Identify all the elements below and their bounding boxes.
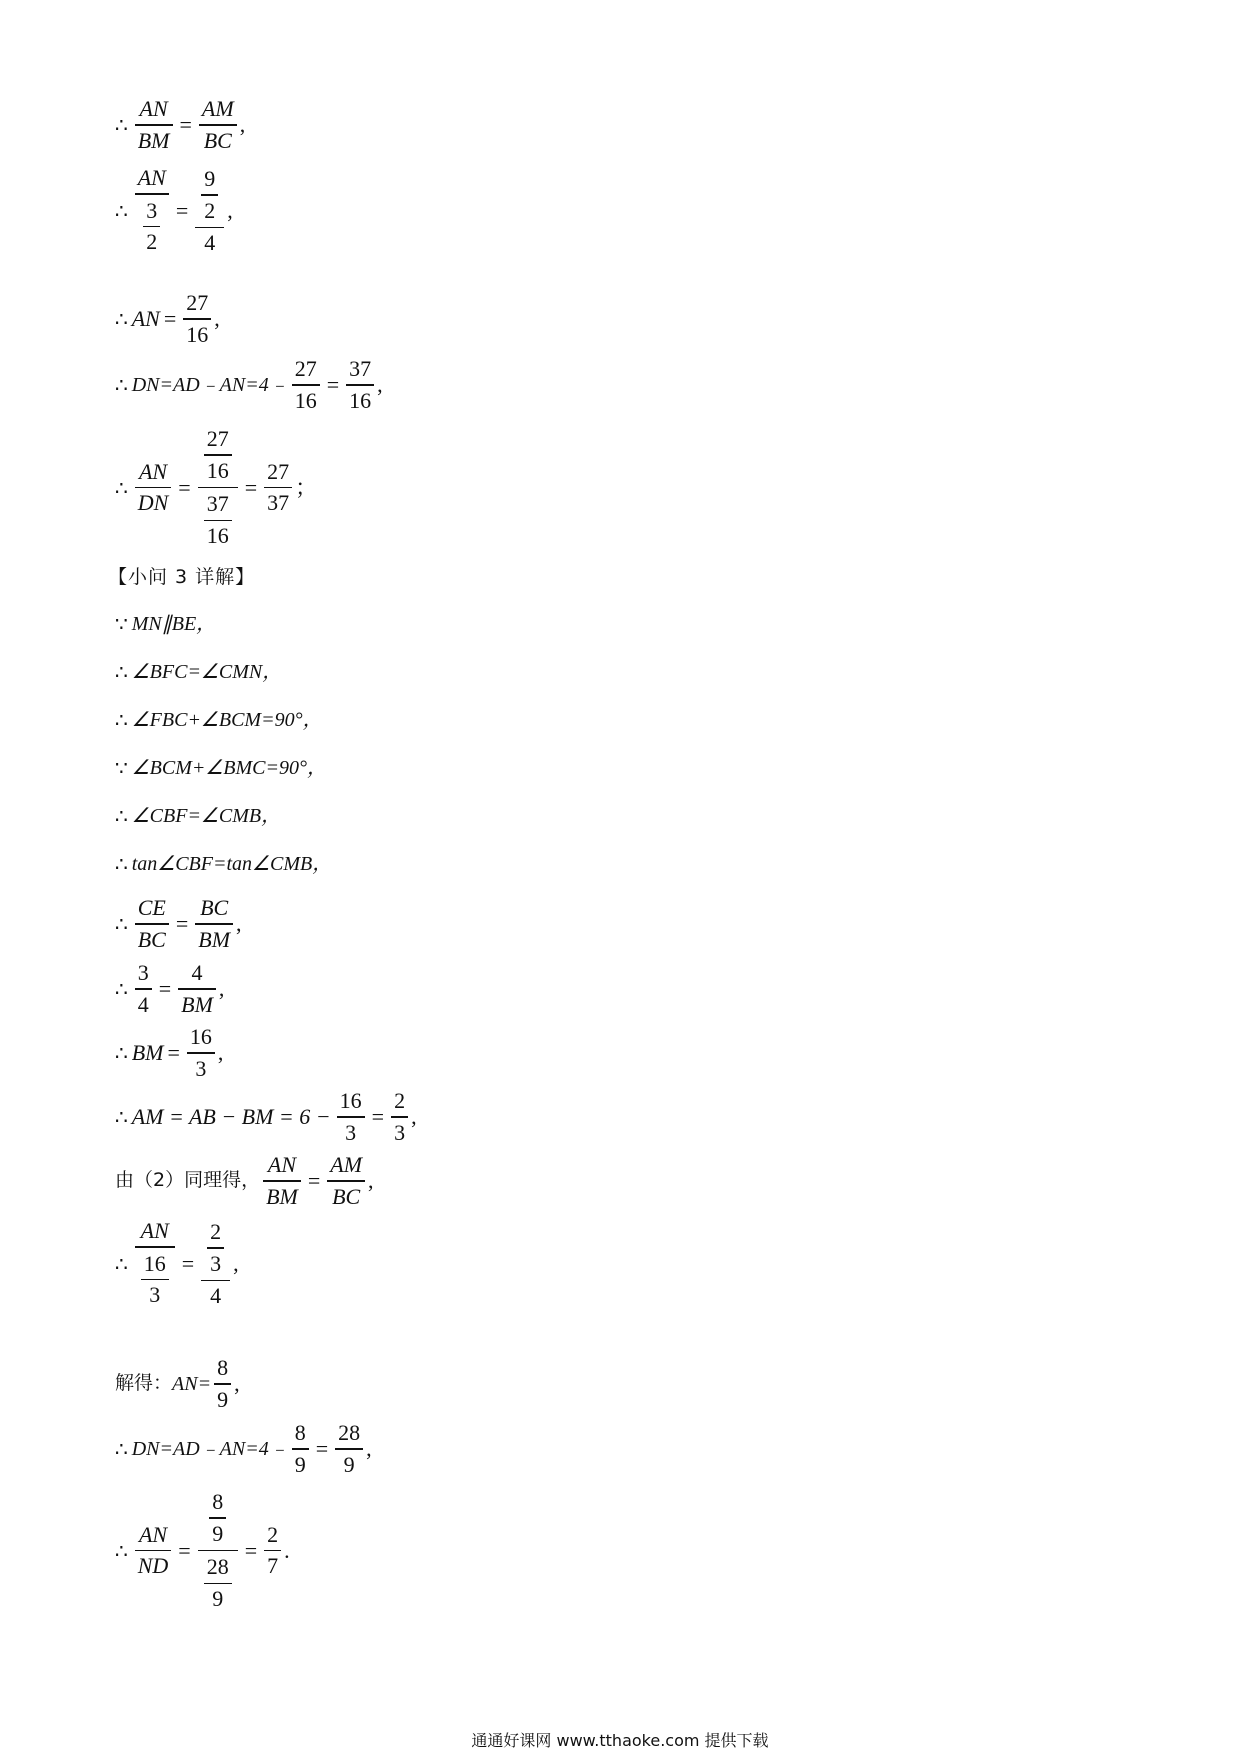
fraction: $\frac{AN}{DN}$ xyxy=(135,459,172,517)
step-line: ∵ ∠BCM+∠BMC=90°， xyxy=(115,756,328,780)
therefore-symbol: ∴ xyxy=(115,976,128,1001)
compound-fraction: $\frac{\frac{2}{3}}{4}$ xyxy=(201,1218,230,1310)
eq-line: ∴ $\frac{AN}{\frac{16}{3}}$ = $\frac{\frac{2}{3}}{4}$ , xyxy=(115,1218,239,1309)
therefore-symbol: ∴ xyxy=(115,198,128,223)
fraction: $\frac{AN}{BM}$ xyxy=(135,96,173,154)
compound-fraction: $\frac{\frac{8}{9}}{\frac{28}{9}}$ xyxy=(198,1488,238,1613)
step-line: ∴ tan∠CBF=tan∠CMB， xyxy=(115,852,333,876)
fraction: $\frac{4}{BM}$ xyxy=(178,960,216,1018)
fraction: $\frac{27}{16}$ xyxy=(292,356,320,414)
compound-fraction: $\frac{\frac{9}{2}}{4}$ xyxy=(195,165,224,257)
therefore-symbol: ∴ xyxy=(115,372,128,397)
eq-line-2: ∴ $\frac{AN}{\frac{3}{2}}$ = $\frac{\frac{9}{2}}{4}$ , xyxy=(115,165,233,256)
fraction: $\frac{AM}{BC}$ xyxy=(199,96,237,154)
therefore-symbol: ∴ xyxy=(115,852,128,876)
fraction: $\frac{AN}{BM}$ xyxy=(263,1152,301,1210)
therefore-symbol: ∴ xyxy=(115,1251,128,1276)
fraction: $\frac{CE}{BC}$ xyxy=(135,895,169,953)
eq-line-1: ∴ $\frac{AN}{BM}$ = $\frac{AM}{BC}$ , xyxy=(115,96,246,153)
fraction: $\frac{8}{9}$ xyxy=(292,1420,309,1478)
compound-fraction: $\frac{AN}{\frac{16}{3}}$ xyxy=(135,1218,175,1310)
eq-line-3: ∴ AN = $\frac{27}{16}$ , xyxy=(115,290,220,347)
eq-line: ∴ AM = AB − BM = 6 − $\frac{16}{3}$ = $\frac{2}{3}$ , xyxy=(115,1088,417,1145)
eq-line: ∴ $\frac{CE}{BC}$ = $\frac{BC}{BM}$ , xyxy=(115,895,242,952)
therefore-symbol: ∴ xyxy=(115,475,128,500)
because-symbol: ∵ xyxy=(115,756,128,780)
eq-line: 解得： AN= $\frac{8}{9}$ , xyxy=(115,1355,240,1412)
fraction: $\frac{BC}{BM}$ xyxy=(195,895,233,953)
fraction: $\frac{3}{4}$ xyxy=(135,960,152,1018)
therefore-symbol: ∴ xyxy=(115,804,128,828)
compound-fraction: $\frac{\frac{27}{16}}{\frac{37}{16}}$ xyxy=(198,425,238,550)
therefore-symbol: ∴ xyxy=(115,1040,128,1065)
fraction: $\frac{AM}{BC}$ xyxy=(327,1152,365,1210)
fraction: $\frac{27}{37}$ xyxy=(264,459,292,517)
eq-line: ∴ $\frac{AN}{ND}$ = $\frac{\frac{8}{9}}{\frac{28}{9}}$ = $\frac{2}{7}$ . xyxy=(115,1488,290,1613)
eq-line-4: ∴ DN=AD﹣AN=4﹣ $\frac{27}{16}$ = $\frac{37}{16}$ , xyxy=(115,356,383,413)
therefore-symbol: ∴ xyxy=(115,112,128,137)
eq-line: ∴ $\frac{3}{4}$ = $\frac{4}{BM}$ , xyxy=(115,960,225,1017)
section-heading: 【小问 3 详解】 xyxy=(108,566,256,588)
eq-line: ∴ DN=AD﹣AN=4﹣ $\frac{8}{9}$ = $\frac{28}{9}$ , xyxy=(115,1420,372,1477)
fraction: $\frac{28}{9}$ xyxy=(335,1420,363,1478)
eq-line-5: ∴ $\frac{AN}{DN}$ = $\frac{\frac{27}{16}}{\frac{37}{16}}$ = $\frac{27}{37}$ ； xyxy=(115,425,317,550)
therefore-symbol: ∴ xyxy=(115,708,128,732)
therefore-symbol: ∴ xyxy=(115,911,128,936)
because-symbol: ∵ xyxy=(115,612,128,636)
therefore-symbol: ∴ xyxy=(115,660,128,684)
therefore-symbol: ∴ xyxy=(115,306,128,331)
fraction: $\frac{37}{16}$ xyxy=(346,356,374,414)
fraction: $\frac{16}{3}$ xyxy=(337,1088,365,1146)
fraction: $\frac{2}{7}$ xyxy=(264,1522,281,1580)
therefore-symbol: ∴ xyxy=(115,1104,128,1129)
step-line: ∴ ∠FBC+∠BCM=90°， xyxy=(115,708,323,732)
fraction: $\frac{16}{3}$ xyxy=(187,1024,215,1082)
step-line: ∴ ∠CBF=∠CMB， xyxy=(115,804,282,828)
fraction: $\frac{8}{9}$ xyxy=(214,1355,231,1413)
therefore-symbol: ∴ xyxy=(115,1436,128,1461)
fraction: $\frac{AN}{ND}$ xyxy=(135,1522,172,1580)
fraction: $\frac{2}{3}$ xyxy=(391,1088,408,1146)
eq-line: 由（2）同理得， $\frac{AN}{BM}$ = $\frac{AM}{BC}$ , xyxy=(115,1152,374,1209)
therefore-symbol: ∴ xyxy=(115,1538,128,1563)
step-line: ∵ MN∥BE， xyxy=(115,612,217,636)
fraction: $\frac{27}{16}$ xyxy=(183,290,211,348)
eq-line: ∴ BM = $\frac{16}{3}$ , xyxy=(115,1024,224,1081)
page-footer: 通通好课网 www.tthaoke.com 提供下载 xyxy=(471,1731,769,1750)
step-line: ∴ ∠BFC=∠CMN， xyxy=(115,660,283,684)
compound-fraction: $\frac{AN}{\frac{3}{2}}$ xyxy=(135,165,169,257)
